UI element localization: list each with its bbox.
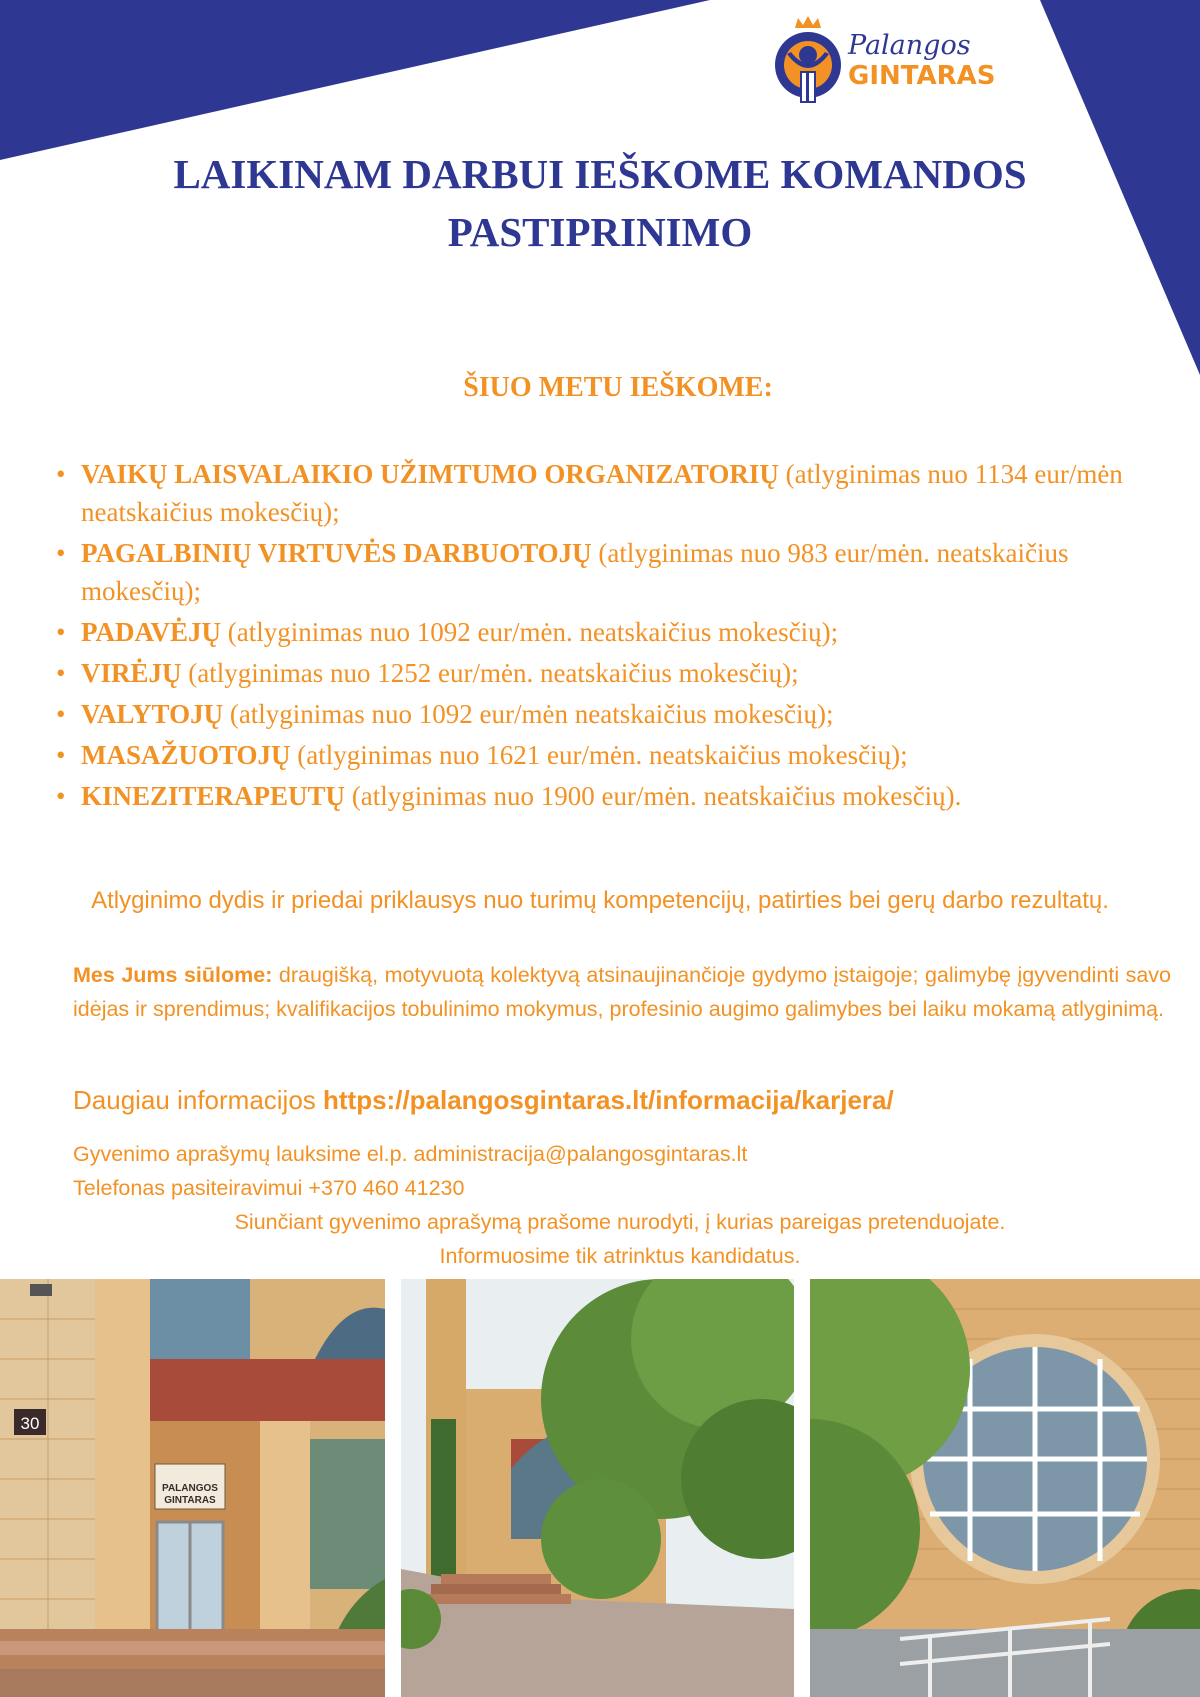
list-item xyxy=(50,613,1185,651)
page-title-line-2: PASTIPRINIMO xyxy=(447,209,753,255)
logo xyxy=(765,10,996,115)
entrance-sign-line-1: PALANGOS xyxy=(162,1483,218,1494)
job-detail: (atlyginimas nuo 1092 eur/mėn. neatskaičius mokesčių); xyxy=(221,617,839,647)
offer-text: draugišką, motyvuotą kolektyvą atsinaujinančioje gydymo įstaigoje; galimybę įgyvendinti savo idėjas ir sprendimus; kvalifikacijos tobulinimo mokymus, profesinio augimo galimybes bei laiku mokamą atlyginimą. xyxy=(73,963,1172,1021)
bullet-icon: • xyxy=(56,538,66,568)
bullet-icon: • xyxy=(56,658,66,688)
contacts xyxy=(73,1137,747,1205)
career-link[interactable]: https://palangosgintaras.lt/informacija/karjera/ xyxy=(323,1085,894,1115)
job-title: VALYTOJŲ xyxy=(81,699,224,729)
bullet-icon: • xyxy=(56,459,66,489)
offer-label: Mes Jums siūlome: xyxy=(73,963,273,987)
job-detail: (atlyginimas nuo 983 eur/mėn. neatskaičius mokesčių); xyxy=(81,538,1069,606)
logo-text-gintaras: GINTARAS xyxy=(848,61,996,91)
section-heading: ŠIUO METU IEŠKOME: xyxy=(463,372,773,403)
bullet-icon: • xyxy=(56,617,66,647)
photo-building xyxy=(401,1279,794,1697)
page-title-line-1: LAIKINAM DARBUI IEŠKOME KOMANDOS xyxy=(173,151,1027,197)
job-detail: (atlyginimas nuo 1252 eur/mėn. neatskaičius mokesčių); xyxy=(181,658,799,688)
list-item xyxy=(50,736,1185,774)
logo-text-palangos: Palangos xyxy=(848,30,971,61)
bullet-icon: • xyxy=(56,740,66,770)
closing-line-1: Siunčiant gyvenimo aprašymą prašome nurodyti, į kurias pareigas pretenduojate. xyxy=(234,1210,1006,1234)
photo-round-window xyxy=(810,1279,1200,1697)
job-detail: (atlyginimas nuo 1092 eur/mėn neatskaičius mokesčių); xyxy=(223,699,834,729)
job-list xyxy=(50,455,1185,818)
top-left-blue-triangle xyxy=(0,0,710,160)
list-item xyxy=(50,695,1185,733)
job-title: VAIKŲ LAISVALAIKIO UŽIMTUMO ORGANIZATORIŲ xyxy=(81,459,779,489)
job-title: PADAVĖJŲ xyxy=(81,617,222,647)
offer-paragraph xyxy=(73,958,1171,1026)
entrance-sign-line-2: GINTARAS xyxy=(164,1495,216,1506)
closing-note xyxy=(60,1205,1180,1273)
closing-line-2: Informuosime tik atrinktus kandidatus. xyxy=(439,1244,801,1268)
phone-line: Telefonas pasiteiravimui +370 460 41230 xyxy=(73,1176,465,1200)
job-title: KINEZITERAPEUTŲ xyxy=(81,781,346,811)
bullet-icon: • xyxy=(56,781,66,811)
house-number: 30 xyxy=(20,1414,40,1433)
more-info-label: Daugiau informacijos xyxy=(73,1085,324,1115)
page-title xyxy=(100,145,1100,261)
job-detail: (atlyginimas nuo 1134 eur/mėn neatskaičius mokesčių); xyxy=(81,459,1123,527)
more-info xyxy=(73,1085,894,1116)
list-item xyxy=(50,455,1185,531)
list-item xyxy=(50,654,1185,692)
job-title: MASAŽUOTOJŲ xyxy=(81,740,291,770)
salary-note: Atlyginimo dydis ir priedai priklausys nuo turimų kompetencijų, patirties bei gerų darbo rezultatų. xyxy=(91,887,1109,914)
list-item xyxy=(50,534,1185,610)
logo-emblem-icon xyxy=(765,10,845,115)
job-detail: (atlyginimas nuo 1621 eur/mėn. neatskaičius mokesčių); xyxy=(290,740,908,770)
job-title: VIRĖJŲ xyxy=(81,658,182,688)
job-title: PAGALBINIŲ VIRTUVĖS DARBUOTOJŲ xyxy=(81,538,592,568)
job-detail: (atlyginimas nuo 1900 eur/mėn. neatskaičius mokesčių). xyxy=(345,781,962,811)
photo-entrance xyxy=(0,1279,385,1697)
list-item xyxy=(50,777,1185,815)
email-line: Gyvenimo aprašymų lauksime el.p. administracija@palangosgintaras.lt xyxy=(73,1142,748,1166)
bullet-icon: • xyxy=(56,699,66,729)
